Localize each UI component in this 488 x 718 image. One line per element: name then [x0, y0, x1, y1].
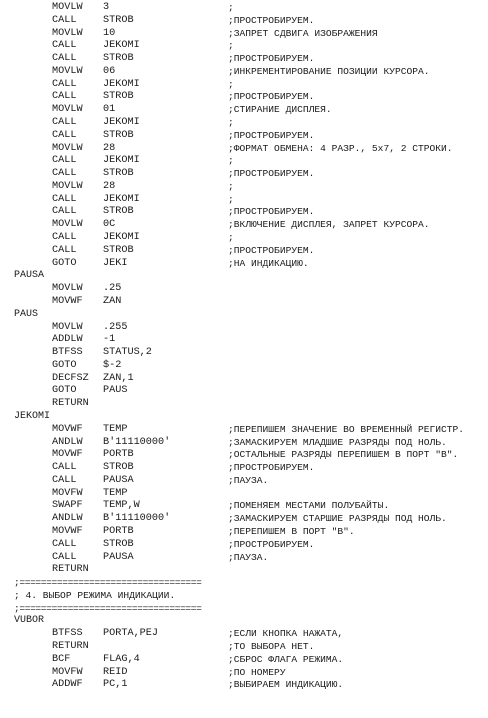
operand: STROB [103, 462, 134, 474]
operand: JEKOMI [103, 78, 140, 90]
section-heading: ; 4. ВЫБОР РЕЖИМА ИНДИКАЦИИ. [14, 589, 176, 601]
comment: ;ФОРМАТ ОБМЕНА: 4 РАЗР., 5х7, 2 СТРОКИ. [228, 142, 453, 154]
operand: PAUS [103, 385, 128, 397]
code-label: VUBOR [14, 615, 45, 627]
comment: ;ПРОСТРОБИРУЕМ. [228, 462, 315, 474]
mnemonic: MOVLW [52, 2, 83, 13]
mnemonic: CALL [52, 244, 77, 256]
comment: ;ВКЛЮЧЕНИЕ ДИСПЛЕЯ, ЗАПРЕТ КУРСОРА. [228, 219, 430, 231]
comment: ;ПАУЗА. [228, 474, 269, 486]
mnemonic: CALL [52, 78, 77, 90]
mnemonic: CALL [52, 232, 77, 244]
mnemonic: BTFSS [52, 347, 83, 359]
mnemonic: CALL [52, 551, 77, 563]
comment: ; [228, 193, 234, 205]
mnemonic: MOVWF [52, 525, 83, 537]
comment: ;ПРОСТРОБИРУЕМ. [228, 129, 315, 141]
operand: PORTB [103, 525, 134, 537]
operand: TEMP [103, 423, 128, 435]
operand: 0C [103, 219, 116, 231]
comment: ;ПЕРЕПИШЕМ В ПОРТ "В". [228, 525, 355, 537]
mnemonic: MOVWF [52, 423, 83, 435]
mnemonic: GOTO [52, 385, 77, 397]
code-label: PAUSA [14, 270, 45, 282]
comment: ; [228, 180, 234, 192]
operand: STROB [103, 168, 134, 180]
operand: PORTA,PEJ [103, 628, 159, 640]
comment: ;СБРОС ФЛАГА РЕЖИМА. [228, 653, 344, 665]
operand: JEKOMI [103, 40, 140, 52]
mnemonic: CALL [52, 206, 77, 218]
operand: STROB [103, 14, 134, 26]
operand: JEKOMI [103, 232, 140, 244]
operand: JEKOMI [103, 193, 140, 205]
operand: STROB [103, 206, 134, 218]
operand: STROB [103, 129, 134, 141]
comment: ; [228, 40, 234, 52]
mnemonic: RETURN [52, 564, 89, 576]
mnemonic: CALL [52, 168, 77, 180]
mnemonic: MOVLW [52, 104, 83, 116]
operand: PAUSA [103, 551, 134, 563]
operand: TEMP,W [103, 500, 140, 512]
comment: ;ЗАМАСКИРУЕМ МЛАДШИЕ РАЗРЯДЫ ПОД НОЛЬ. [228, 436, 447, 448]
mnemonic: CALL [52, 91, 77, 103]
operand: ZAN [103, 295, 122, 307]
mnemonic: MOVLW [52, 219, 83, 231]
comment: ; [228, 155, 234, 167]
operand: PAUSA [103, 474, 134, 486]
operand: ZAN,1 [103, 372, 134, 384]
operand: 01 [103, 104, 116, 116]
comment: ;ИНКРЕМЕНТИРОВАНИЕ ПОЗИЦИИ КУРСОРА. [228, 65, 430, 77]
operand: .255 [103, 321, 128, 333]
mnemonic: MOVWF [52, 295, 83, 307]
mnemonic: RETURN [52, 641, 89, 652]
comment: ;ЗАМАСКИРУЕМ СТАРШИЕ РАЗРЯДЫ ПОД НОЛЬ. [228, 513, 447, 525]
operand: -1 [103, 334, 116, 346]
mnemonic: MOVLW [52, 283, 83, 295]
operand: FLAG,4 [103, 653, 140, 665]
mnemonic: ADDWF [52, 679, 83, 691]
operand: STATUS,2 [103, 347, 152, 359]
code-label: PAUS [14, 308, 39, 320]
operand: JEKI [103, 257, 128, 269]
comment: ; [228, 78, 234, 90]
mnemonic: CALL [52, 155, 77, 167]
mnemonic: CALL [52, 462, 77, 474]
mnemonic: GOTO [52, 257, 77, 269]
mnemonic: DECFSZ [52, 372, 89, 384]
comment: ;ВЫБИРАЕМ ИНДИКАЦИЮ. [228, 679, 344, 691]
operand: 3 [103, 2, 110, 13]
mnemonic: BCF [52, 653, 71, 665]
mnemonic: CALL [52, 193, 77, 205]
comment: ;ПРОСТРОБИРУЕМ. [228, 168, 315, 180]
comment: ; [228, 232, 234, 244]
operand: TEMP [103, 487, 128, 499]
mnemonic: ANDLW [52, 436, 83, 448]
comment: ;ОСТАЛЬНЫЕ РАЗРЯДЫ ПЕРЕПИШЕМ В ПОРТ "В". [228, 449, 459, 461]
operand: B'11110000' [103, 513, 171, 525]
mnemonic: MOVWF [52, 449, 83, 461]
mnemonic: CALL [52, 117, 77, 129]
comment: ;ПРОСТРОБИРУЕМ. [228, 206, 315, 218]
operand: REID [103, 666, 128, 678]
comment: ;ПАУЗА. [228, 551, 269, 563]
mnemonic: MOVLW [52, 321, 83, 333]
comment: ;ПРОСТРОБИРУЕМ. [228, 53, 315, 65]
mnemonic: GOTO [52, 359, 77, 371]
mnemonic: RETURN [52, 398, 89, 410]
comment: ;ПОМЕНЯЕМ МЕСТАМИ ПОЛУБАЙТЫ. [228, 500, 390, 512]
comment: ; [228, 117, 234, 129]
comment: ;ПРОСТРОБИРУЕМ. [228, 538, 315, 550]
mnemonic: MOVLW [52, 27, 83, 39]
mnemonic: MOVFW [52, 487, 83, 499]
comment: ;ПО НОМЕРУ [228, 666, 286, 678]
mnemonic: ANDLW [52, 513, 83, 525]
operand: STROB [103, 244, 134, 256]
separator-line: ;================================== [14, 602, 202, 614]
mnemonic: CALL [52, 14, 77, 26]
operand: 28 [103, 142, 116, 154]
operand: .25 [103, 283, 122, 295]
comment: ;ПРОСТРОБИРУЕМ. [228, 244, 315, 256]
operand: JEKOMI [103, 117, 140, 129]
operand: JEKOMI [103, 155, 140, 167]
mnemonic: CALL [52, 538, 77, 550]
comment: ;ТО ВЫБОРА НЕТ. [228, 641, 315, 652]
mnemonic: MOVLW [52, 180, 83, 192]
operand: $-2 [103, 359, 122, 371]
mnemonic: ADDLW [52, 334, 83, 346]
mnemonic: MOVLW [52, 65, 83, 77]
operand: B'11110000' [103, 436, 171, 448]
operand: 28 [103, 180, 116, 192]
operand: STROB [103, 538, 134, 550]
comment: ;ПРОСТРОБИРУЕМ. [228, 91, 315, 103]
mnemonic: CALL [52, 40, 77, 52]
operand: STROB [103, 91, 134, 103]
comment: ; [228, 2, 234, 13]
mnemonic: MOVLW [52, 142, 83, 154]
mnemonic: CALL [52, 474, 77, 486]
comment: ;НА ИНДИКАЦИЮ. [228, 257, 309, 269]
mnemonic: CALL [52, 129, 77, 141]
comment: ;СТИРАНИЕ ДИСПЛЕЯ. [228, 104, 332, 116]
comment: ;ЕСЛИ КНОПКА НАЖАТА, [228, 628, 344, 640]
mnemonic: BTFSS [52, 628, 83, 640]
operand: PORTB [103, 449, 134, 461]
operand: STROB [103, 53, 134, 65]
comment: ;ПРОСТРОБИРУЕМ. [228, 14, 315, 26]
operand: 06 [103, 65, 116, 77]
separator-line: ;================================== [14, 577, 202, 589]
operand: 10 [103, 27, 116, 39]
comment: ;ЗАПРЕТ СДВИГА ИЗОБРАЖЕНИЯ [228, 27, 378, 39]
mnemonic: SWAPF [52, 500, 83, 512]
operand: PC,1 [103, 679, 128, 691]
mnemonic: MOVFW [52, 666, 83, 678]
mnemonic: CALL [52, 53, 77, 65]
comment: ;ПЕРЕПИШЕМ ЗНАЧЕНИЕ ВО ВРЕМЕННЫЙ РЕГИСТР. [228, 423, 465, 435]
code-label: JEKOMI [14, 410, 51, 422]
